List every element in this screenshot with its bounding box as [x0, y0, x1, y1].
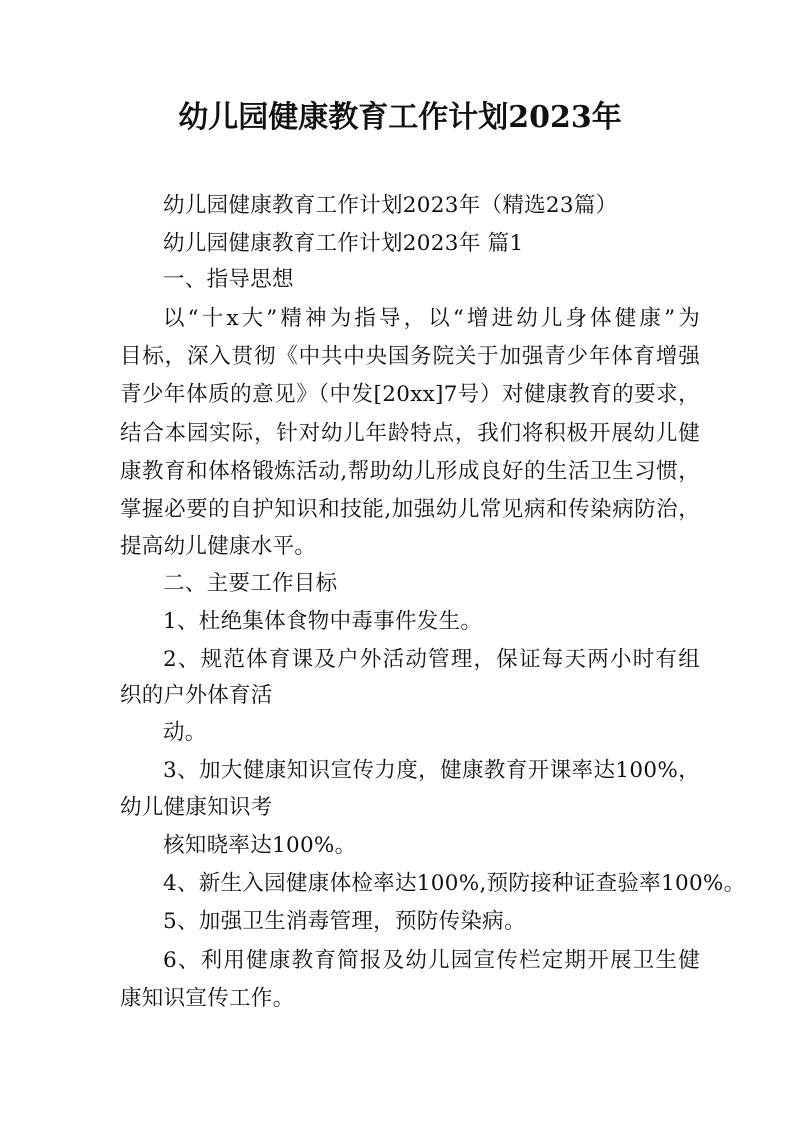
paragraph-line: 青少年体质的意见》（中发[20xx]7号）对健康教育的要求， — [120, 382, 700, 407]
document-title: 幼儿园健康教育工作计划2023年 — [178, 100, 622, 135]
paragraph-line: 以“十x大”精神为指导，以“增进幼儿身体健康”为 — [163, 306, 700, 331]
goal-item: 1、杜绝集体食物中毒事件发生。 — [163, 609, 483, 634]
paragraph-line: 目标，深入贯彻《中共中央国务院关于加强青少年体育增强 — [120, 344, 700, 369]
paragraph-line: 掌握必要的自护知识和技能,加强幼儿常见病和传染病防治， — [120, 497, 700, 522]
goal-item-continuation: 核知晓率达100%。 — [163, 833, 357, 858]
paragraph-line: 提高幼儿健康水平。 — [120, 534, 317, 559]
goal-item: 5、加强卫生消毒管理，预防传染病。 — [163, 909, 526, 934]
paragraph-line: 康教育和体格锻炼活动,帮助幼儿形成良好的生活卫生习惯， — [120, 459, 700, 484]
paragraph-line: 结合本园实际，针对幼儿年龄特点，我们将积极开展幼儿健 — [120, 421, 700, 446]
heading-guiding-ideology: 一、指导思想 — [163, 267, 294, 292]
goal-item-continuation: 动。 — [163, 720, 207, 745]
heading-main-goals: 二、主要工作目标 — [163, 571, 338, 596]
goal-item-continuation: 织的户外体育活 — [120, 683, 273, 708]
goal-item: 4、新生入园健康体检率达100%,预防接种证查验率100%。 — [163, 871, 746, 896]
goal-item-continuation: 康知识宣传工作。 — [120, 986, 295, 1011]
goal-item: 2、规范体育课及户外活动管理，保证每天两小时有组 — [163, 647, 700, 672]
goal-item-continuation: 幼儿健康知识考 — [120, 795, 273, 820]
goal-item: 3、加大健康知识宣传力度，健康教育开课率达100%， — [163, 758, 700, 783]
goal-item: 6、利用健康教育简报及幼儿园宣传栏定期开展卫生健 — [163, 948, 700, 973]
subtitle-line: 幼儿园健康教育工作计划2023年（精选23篇） — [163, 193, 618, 218]
section-heading-line: 幼儿园健康教育工作计划2023年 篇1 — [163, 231, 524, 256]
